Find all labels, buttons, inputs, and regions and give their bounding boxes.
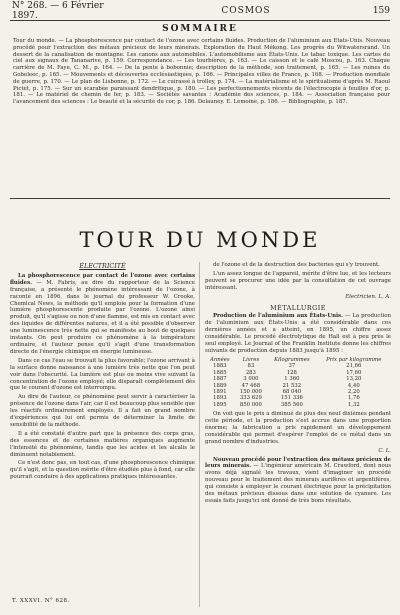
left-column [10, 262, 195, 607]
subhead-electricite: ÉLECTRICITÉ [79, 262, 126, 270]
sommaire-title: SOMMAIRE [162, 24, 238, 34]
production-table [205, 357, 391, 408]
section-title: TOUR DU MONDE [79, 228, 321, 252]
article-paragraph: Il a été constaté d'autre part que la présence des corps gras, des essences et de certaines matières organiques augmente l'intensité du phénomène, tandis que les acides et les alcalis le diminuent notablement. [10, 430, 195, 458]
page-header [12, 3, 390, 19]
article-paragraph: Nouveau procédé pour l'extraction des métaux précieux de leurs minerais. — L'ingénieur américain M. Crawford, dont nous avons déjà signalé les travaux, vient d'imaginer un procédé nouveau pour le traitement des minerais aurifères et argentifères, qui consiste à employer le courant électrique pour la précipitation des métaux précieux dissous dans une solution de cyanure. Les essais faits jusqu'ici ont donné de très bons résultats. [205, 456, 391, 504]
column-separator [199, 262, 200, 607]
journal-name: COSMOS [221, 6, 271, 16]
article-signature: Electricien. L. A. [345, 293, 391, 300]
table-header: Livres [242, 356, 260, 363]
table-row: 1887 3 000 1 360 13,20 [213, 376, 362, 383]
sommaire-text: Tour du monde. — La phosphorescence par contact de l'ozone avec certains fluides. Production de l'aluminium aux États-Unis. Nouveau procédé pour l'extraction des métaux précieux de leurs minerais. Exploration du Haut Mékong. Les progrès du Witwatersrand. Un dessert de la canalisation de montagne. Les canons aux automobiles. L'automobilisme aux États-Unis. Le tabac toxique. Les cartes du ciel aux signaux de Tananarive, p. 159. Correspondance. — Les tourbières, p. 163. — Le caisson et le café Moscou, p. 163. Chaque carrière de M. Faye, C. M., p. 164. — De la pente à bobonnie; description de la méthode, son traitement, p. 165. — Les ruines du Gobeleec, p. 165. — Mouvements et découvertes ecclésiastiques, p. 166. — Principales villes de France, p. 168. — Production mondiale de guerre, p. 170. — Le plan de Lisbonne, p. 172. — Le cuirassé à trolley, p. 174. — La matérialisme et le spiritualisme d'après M. Raoul Pictet, p. 175. — Sur un scarabée paraissant dendritique, p. 180. — Les perfectionnements récents de l'électrocopie à feuilles d'or, p. 181. — Le matériel de chemin de fer, p. 183. — Sociétés savantes : Académie des sciences, p. 184. — Association française pour l'avancement des sciences : Le beauté et la sécurité du cor, p. 186. Delauney. E. Lemoine, p. 186. — Bibliographie, p. 187. [13, 38, 390, 106]
article-title: Production de l'aluminium aux États-Unis. [213, 313, 343, 320]
table-row: 1883 83 37 21,66 [213, 363, 362, 370]
header-rule [10, 20, 390, 21]
table-row: 1889 47 468 21 532 4,40 [213, 382, 360, 389]
article-paragraph: On voit que le prix a diminué de plus des neuf dixièmes pendant cette période, et la production s'est accrue dans une proportion énorme; la fabrication a pris rapidement un développement considérable qui permet d'espérer l'emploi de ce métal dans un grand nombre d'industries. [205, 411, 391, 445]
article-paragraph: Au dire de l'auteur, ce phénomène peut servir à caractériser la présence de l'ozone dans l'air, car il est beaucoup plus sensible que les réactifs ordinairement employés. Il a fait un grand nombre d'expériences qui lui ont permis de déterminer la limite de sensibilité de la méthode. [10, 394, 195, 428]
page-number: 159 [372, 6, 390, 16]
article-paragraph: Production de l'aluminium aux États-Unis. — La production de l'aluminium aux États-Unis a été considérable dans ces dernières années et a atteint, en 1895, un chiffre assez considérable. Le procédé électrolytique de Hall est à peu près le seul employé. Le Journal of the Franklin Institute donne les chiffres suivants de production depuis 1883 jusqu'à 1895 : [205, 313, 391, 354]
table-row: 1895 850 000 385 560 1,32 [213, 401, 360, 408]
table-header: Prix par kilogramme [326, 356, 382, 363]
article-paragraph: La phosphorescence par contact de l'ozone avec certains fluides. — M. Fabris, au dire du rapporteur de la Science française, a présenté le phénomène intéressant de l'ozone, à raconté en 1896, dans le journal du professeur W. Crooke, Chemical News, la méthode qu'il emploie pour la formation d'une lumière phosphorescente produite par l'ozone. L'ozone ainsi produit, qu'il s'agisse ou non d'une flamme, est mis en contact avec des liquides de différentes natures, et il a été possible d'observer une luminescence très nette qui se manifeste au bout de quelques instants. On peut produire ce phénomène à la température ordinaire, et l'auteur pense qu'il s'agit d'une transformation directe de l'énergie chimique en énergie lumineuse. [10, 272, 195, 355]
subhead-metallurgie: MÉTALLURGIE [270, 303, 326, 312]
article-paragraph: Dans ce cas l'eau se trouvait la plus favorable; l'ozone arrivant à la surface donne naissance à une lumière très nette que l'on peut voir dans l'obscurité. La lumière est plus ou moins vive suivant la concentration de l'ozone employé; elle disparaît complètement dès que le courant d'ozone est interrompu. [10, 357, 195, 392]
issue-number: N° 268. — 6 Février 1897. [12, 1, 104, 21]
article-paragraph: Ce n'est donc pas, en tout cas, d'une phosphorescence chimique qu'il s'agit, et la question mérite d'être étudiée plus à fond, car elle pourrait conduire à des applications pratiques intéressantes. [10, 460, 195, 481]
table-row: 1891 150 000 68 040 2,20 [213, 388, 360, 395]
article-title: Nouveau procédé pour l'extraction des métaux précieux de leurs minerais. [205, 456, 391, 470]
article-paragraph: L'un assez longue de l'appareil, mérite d'être lue, et les lecteurs peuvent se procurer une idée par la consultation de cet ouvrage intéressant. [205, 270, 391, 291]
article-signature: C. L. [378, 447, 391, 454]
right-column [205, 262, 391, 607]
article-title: La phosphorescence par contact de l'ozone avec certains fluides. [10, 272, 195, 286]
table-header: Kilogrammes [274, 356, 310, 363]
article-paragraph: de l'ozone et de la destruction des bactéries qui s'y trouvent. [213, 262, 380, 268]
table-row: 1893 333 629 151 336 1,76 [213, 395, 360, 402]
sommaire-rule [10, 198, 390, 199]
page-footer: T. XXXVI. N° 628. [12, 598, 70, 604]
table-header: Années [210, 356, 230, 363]
table-row: 1885 283 128 17,60 [213, 369, 362, 376]
